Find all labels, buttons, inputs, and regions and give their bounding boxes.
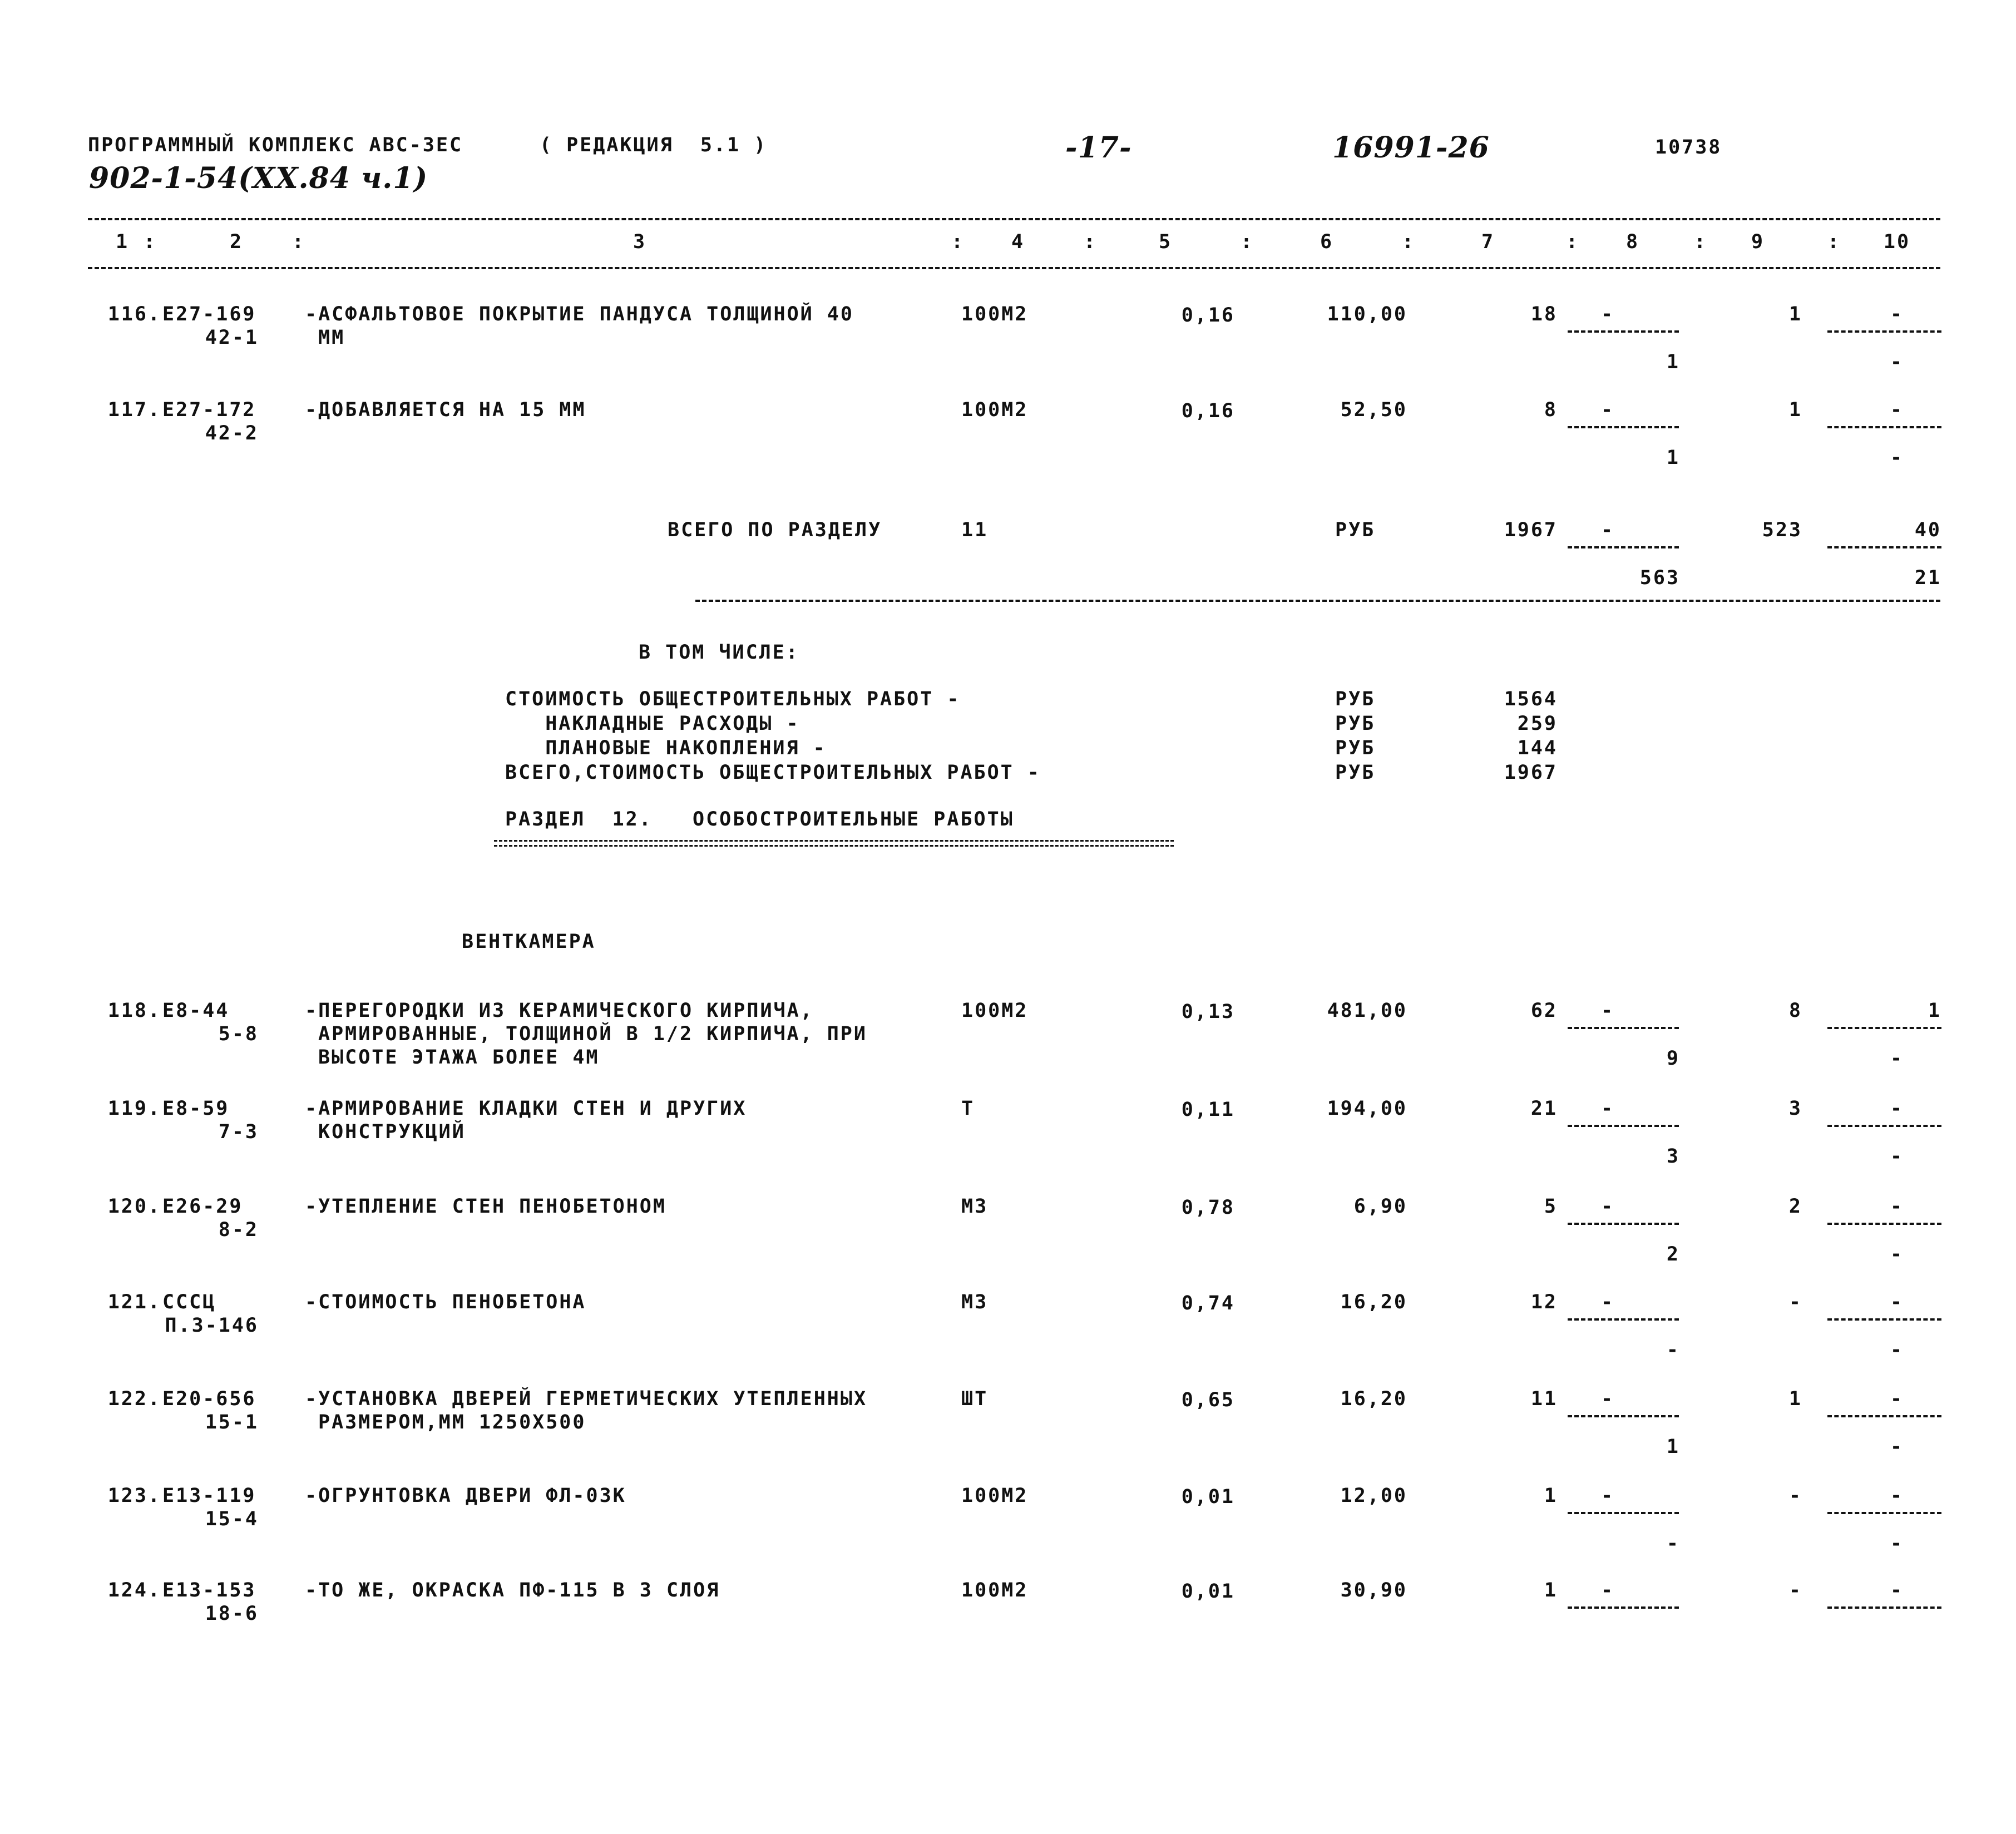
item-quantity: 0,11	[1181, 1099, 1235, 1121]
item-price: 30,90	[1340, 1579, 1407, 1601]
item-subcode: 8-2	[218, 1219, 259, 1241]
column-number: 2	[229, 231, 244, 253]
col8-bottom: 1	[1666, 447, 1680, 469]
breakdown-unit: РУБ	[1335, 737, 1376, 759]
col8-fraction-rule	[1568, 546, 1679, 548]
item-quantity: 0,78	[1181, 1197, 1235, 1219]
column-number: 3	[633, 231, 647, 253]
item-unit: М3	[961, 1195, 989, 1218]
col8-bottom: 3	[1666, 1145, 1680, 1168]
item-description: -УСТАНОВКА ДВЕРЕЙ ГЕРМЕТИЧЕСКИХ УТЕПЛЕННЫХ	[305, 1388, 868, 1410]
total-col10-bottom: 21	[1914, 567, 1941, 589]
item-price: 52,50	[1340, 399, 1407, 421]
col7-value: 11	[1530, 1388, 1558, 1410]
col9-value: -	[1788, 1579, 1802, 1601]
col8-bottom: 1	[1666, 351, 1680, 373]
item-subcode: 15-4	[205, 1508, 259, 1530]
item-number: 117.	[107, 399, 161, 421]
item-code: Е20-656	[162, 1388, 256, 1410]
col10-fraction-rule	[1827, 1415, 1941, 1417]
item-code: Е8-44	[162, 1000, 230, 1022]
page-mark: -17-	[1065, 131, 1132, 165]
col8-top: -	[1600, 1195, 1615, 1218]
col10-fraction-rule	[1827, 1606, 1941, 1609]
column-number: 6	[1320, 231, 1334, 253]
section-12-title: РАЗДЕЛ 12. ОСОБОСТРОИТЕЛЬНЫЕ РАБОТЫ	[505, 808, 1014, 831]
item-price: 16,20	[1340, 1388, 1407, 1410]
col10-top: -	[1890, 1098, 1904, 1120]
col9-value: -	[1788, 1291, 1802, 1313]
item-description: -ОГРУНТОВКА ДВЕРИ ФЛ-03К	[305, 1485, 626, 1507]
col10-top: -	[1890, 1485, 1904, 1507]
item-quantity: 0,65	[1181, 1389, 1235, 1411]
item-number: 116.	[107, 303, 161, 325]
edition: ( РЕДАКЦИЯ 5.1 )	[540, 134, 768, 156]
section-12-subtitle: ВЕНТКАМЕРА	[462, 931, 596, 953]
col8-top: -	[1600, 1579, 1615, 1601]
col10-top: -	[1890, 1388, 1904, 1410]
item-unit: ШТ	[961, 1388, 989, 1410]
col8-bottom: 2	[1666, 1243, 1680, 1265]
item-quantity: 0,13	[1181, 1001, 1235, 1023]
item-number: 122.	[107, 1388, 161, 1410]
col8-fraction-rule	[1568, 1606, 1679, 1609]
item-description: АРМИРОВАННЫЕ, ТОЛЩИНОЙ В 1/2 КИРПИЧА, ПРИ	[318, 1023, 867, 1045]
item-description: РАЗМЕРОМ,ММ 1250Х500	[318, 1411, 586, 1433]
col7-value: 1	[1544, 1579, 1558, 1601]
col10-fraction-rule	[1827, 426, 1941, 428]
item-quantity: 0,74	[1181, 1292, 1235, 1314]
col7-value: 62	[1530, 1000, 1558, 1022]
total-col7: 1967	[1504, 519, 1558, 541]
item-unit: Т	[961, 1098, 975, 1120]
doc-mark: 16991-26	[1332, 131, 1490, 165]
col10-bottom: -	[1890, 1145, 1904, 1168]
total-col9: 523	[1762, 519, 1802, 541]
breakdown-title: В ТОМ ЧИСЛЕ:	[639, 641, 799, 664]
item-subcode: 42-2	[205, 422, 259, 444]
item-number: 119.	[107, 1098, 161, 1120]
col9-value: -	[1788, 1485, 1802, 1507]
col7-value: 21	[1530, 1098, 1558, 1120]
item-subcode: 15-1	[205, 1411, 259, 1433]
item-description: -СТОИМОСТЬ ПЕНОБЕТОНА	[305, 1291, 586, 1313]
col10-bottom: -	[1890, 447, 1904, 469]
item-subcode: 5-8	[218, 1023, 259, 1045]
item-unit: 100М2	[961, 1485, 1029, 1507]
item-subcode: 18-6	[205, 1603, 259, 1625]
col10-bottom: -	[1890, 1243, 1904, 1265]
item-subcode: П.3-146	[165, 1314, 259, 1337]
total-section: 11	[961, 519, 989, 541]
col8-fraction-rule	[1568, 426, 1679, 428]
col10-fraction-rule	[1827, 1125, 1941, 1127]
total-col8-top: -	[1600, 519, 1615, 541]
col7-value: 5	[1544, 1195, 1558, 1218]
column-number: 4	[1011, 231, 1025, 253]
col10-top: -	[1890, 1291, 1904, 1313]
item-code: Е8-59	[162, 1098, 230, 1120]
item-description: -ПЕРЕГОРОДКИ ИЗ КЕРАМИЧЕСКОГО КИРПИЧА,	[305, 1000, 814, 1022]
item-description: -АРМИРОВАНИЕ КЛАДКИ СТЕН И ДРУГИХ	[305, 1098, 747, 1120]
rule	[88, 267, 1940, 269]
program-name: ПРОГРАММНЫЙ КОМПЛЕКС АВС-3ЕС	[88, 134, 463, 156]
column-separator: :	[144, 231, 157, 253]
column-separator: :	[292, 231, 306, 253]
col8-bottom: 9	[1666, 1047, 1680, 1070]
rule	[695, 600, 1940, 602]
col10-bottom: -	[1890, 351, 1904, 373]
col10-top: -	[1890, 399, 1904, 421]
item-code: Е13-153	[162, 1579, 256, 1601]
breakdown-label: СТОИМОСТЬ ОБЩЕСТРОИТЕЛЬНЫХ РАБОТ -	[505, 688, 961, 710]
col10-top: -	[1890, 303, 1904, 325]
col8-fraction-rule	[1568, 330, 1679, 333]
item-unit: 100М2	[961, 1579, 1029, 1601]
col8-bottom: -	[1666, 1533, 1680, 1555]
column-number: 10	[1883, 231, 1911, 253]
item-number: 123.	[107, 1485, 161, 1507]
item-code: Е27-169	[162, 303, 256, 325]
column-separator: :	[1084, 231, 1098, 253]
total-label: ВСЕГО ПО РАЗДЕЛУ	[668, 519, 882, 541]
item-price: 194,00	[1327, 1098, 1407, 1120]
column-number: 7	[1481, 231, 1495, 253]
column-separator: :	[951, 231, 965, 253]
col10-fraction-rule	[1827, 1223, 1941, 1225]
col8-fraction-rule	[1568, 1318, 1679, 1321]
breakdown-label: НАКЛАДНЫЕ РАСХОДЫ -	[505, 713, 800, 735]
item-unit: 100М2	[961, 1000, 1029, 1022]
col10-bottom: -	[1890, 1047, 1904, 1070]
breakdown-label: ПЛАНОВЫЕ НАКОПЛЕНИЯ -	[505, 737, 827, 759]
col10-fraction-rule	[1827, 330, 1941, 333]
col7-value: 8	[1544, 399, 1558, 421]
col10-bottom: -	[1890, 1436, 1904, 1458]
col8-top: -	[1600, 303, 1615, 325]
column-number: 8	[1625, 231, 1640, 253]
col8-top: -	[1600, 399, 1615, 421]
item-quantity: 0,16	[1181, 400, 1235, 422]
column-separator: :	[1694, 231, 1708, 253]
col10-top: -	[1890, 1579, 1904, 1601]
col8-bottom: -	[1666, 1339, 1680, 1361]
item-unit: 100М2	[961, 399, 1029, 421]
breakdown-label: ВСЕГО,СТОИМОСТЬ ОБЩЕСТРОИТЕЛЬНЫХ РАБОТ -	[505, 762, 1041, 784]
col10-fraction-rule	[1827, 546, 1941, 548]
item-number: 118.	[107, 1000, 161, 1022]
col8-top: -	[1600, 1098, 1615, 1120]
col7-value: 18	[1530, 303, 1558, 325]
item-subcode: 42-1	[205, 327, 259, 349]
col8-fraction-rule	[1568, 1027, 1679, 1029]
column-separator: :	[1402, 231, 1416, 253]
item-code: Е13-119	[162, 1485, 256, 1507]
item-price: 16,20	[1340, 1291, 1407, 1313]
rule	[88, 218, 1940, 220]
col9-value: 1	[1788, 303, 1802, 325]
item-price: 6,90	[1353, 1195, 1407, 1218]
item-description: КОНСТРУКЦИЙ	[318, 1121, 466, 1143]
col9-value: 8	[1788, 1000, 1802, 1022]
breakdown-value: 1564	[1504, 688, 1558, 710]
item-code: СССЦ	[162, 1291, 216, 1313]
item-number: 121.	[107, 1291, 161, 1313]
col10-fraction-rule	[1827, 1512, 1941, 1514]
col7-value: 1	[1544, 1485, 1558, 1507]
col8-fraction-rule	[1568, 1512, 1679, 1514]
total-col10-top: 40	[1914, 519, 1941, 541]
item-description: ММ	[318, 327, 345, 349]
col10-top: 1	[1928, 1000, 1941, 1022]
item-description: -УТЕПЛЕНИЕ СТЕН ПЕНОБЕТОНОМ	[305, 1195, 666, 1218]
col9-value: 1	[1788, 1388, 1802, 1410]
col10-fraction-rule	[1827, 1027, 1941, 1029]
column-separator: :	[1827, 231, 1841, 253]
column-separator: :	[1241, 231, 1254, 253]
item-subcode: 7-3	[218, 1121, 259, 1143]
item-quantity: 0,01	[1181, 1486, 1235, 1508]
column-separator: :	[1566, 231, 1580, 253]
item-description: ВЫСОТЕ ЭТАЖА БОЛЕЕ 4М	[318, 1046, 600, 1069]
item-unit: 100М2	[961, 303, 1029, 325]
breakdown-value: 1967	[1504, 762, 1558, 784]
col8-top: -	[1600, 1485, 1615, 1507]
item-price: 481,00	[1327, 1000, 1407, 1022]
column-number: 5	[1158, 231, 1173, 253]
handwritten-project: 902-1-54(XX.84 ч.1)	[89, 161, 428, 195]
col8-bottom: 1	[1666, 1436, 1680, 1458]
item-quantity: 0,16	[1181, 304, 1235, 327]
item-description: -АСФАЛЬТОВОЕ ПОКРЫТИЕ ПАНДУСА ТОЛЩИНОЙ 40	[305, 303, 854, 325]
item-description: -ТО ЖЕ, ОКРАСКА ПФ-115 В 3 СЛОЯ	[305, 1579, 720, 1601]
col8-fraction-rule	[1568, 1415, 1679, 1417]
col8-top: -	[1600, 1388, 1615, 1410]
col10-fraction-rule	[1827, 1318, 1941, 1321]
col7-value: 12	[1530, 1291, 1558, 1313]
item-description: -ДОБАВЛЯЕТСЯ НА 15 ММ	[305, 399, 586, 421]
col8-top: -	[1600, 1000, 1615, 1022]
breakdown-value: 259	[1517, 713, 1558, 735]
breakdown-value: 144	[1517, 737, 1558, 759]
col8-fraction-rule	[1568, 1223, 1679, 1225]
item-price: 12,00	[1340, 1485, 1407, 1507]
breakdown-unit: РУБ	[1335, 762, 1376, 784]
doc-number: 10738	[1655, 136, 1722, 159]
item-quantity: 0,01	[1181, 1580, 1235, 1603]
item-code: Е26-29	[162, 1195, 243, 1218]
double-rule	[494, 840, 1174, 847]
item-number: 120.	[107, 1195, 161, 1218]
total-unit: РУБ	[1335, 519, 1376, 541]
col9-value: 3	[1788, 1098, 1802, 1120]
item-price: 110,00	[1327, 303, 1407, 325]
col8-fraction-rule	[1568, 1125, 1679, 1127]
item-number: 124.	[107, 1579, 161, 1601]
column-number: 1	[115, 231, 130, 253]
col10-top: -	[1890, 1195, 1904, 1218]
breakdown-unit: РУБ	[1335, 713, 1376, 735]
col9-value: 2	[1788, 1195, 1802, 1218]
col8-top: -	[1600, 1291, 1615, 1313]
item-unit: М3	[961, 1291, 989, 1313]
total-col8-bottom: 563	[1639, 567, 1680, 589]
breakdown-unit: РУБ	[1335, 688, 1376, 710]
col10-bottom: -	[1890, 1533, 1904, 1555]
column-number: 9	[1751, 231, 1765, 253]
item-code: Е27-172	[162, 399, 256, 421]
col9-value: 1	[1788, 399, 1802, 421]
col10-bottom: -	[1890, 1339, 1904, 1361]
